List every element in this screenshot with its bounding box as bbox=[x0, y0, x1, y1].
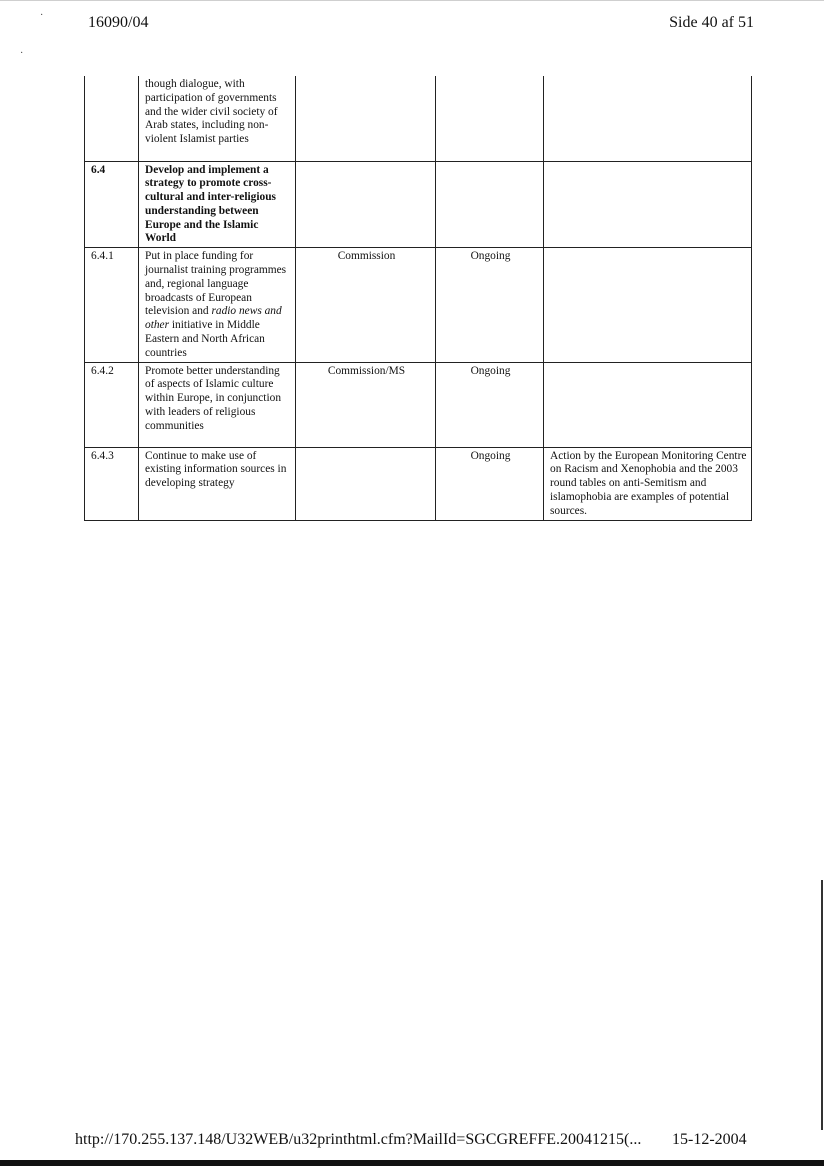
responsible-cell bbox=[296, 76, 436, 161]
ref-cell bbox=[85, 76, 139, 161]
timing-cell: Ongoing bbox=[436, 447, 544, 520]
measure-cell: Promote better understanding of aspects of Islamic culture within Europe, in conjunction with leaders of religious communities bbox=[139, 362, 296, 447]
timing-cell bbox=[436, 76, 544, 161]
ref-cell: 6.4 bbox=[85, 161, 139, 248]
scan-top-edge bbox=[0, 0, 824, 5]
page-number: Side 40 af 51 bbox=[669, 14, 754, 31]
measure-cell: though dialogue, with participation of governments and the wider civil society of Arab states, including non-violent Islamist parties bbox=[139, 76, 296, 161]
table-row bbox=[85, 76, 752, 161]
timing-cell: Ongoing bbox=[436, 248, 544, 362]
ref-cell: 6.4.3 bbox=[85, 447, 139, 520]
measure-text: Put in place funding for journalist training programmes and, regional language broadcasts of European television and bbox=[145, 250, 287, 318]
responsible-cell bbox=[296, 447, 436, 520]
responsible-cell: Commission/MS bbox=[296, 362, 436, 447]
ref-cell: 6.4.2 bbox=[85, 362, 139, 447]
responsible-cell bbox=[296, 161, 436, 248]
table-row bbox=[85, 362, 752, 447]
comments-cell bbox=[544, 76, 752, 161]
scan-mark: · bbox=[40, 10, 44, 21]
table-row bbox=[85, 161, 752, 248]
measure-cell: Develop and implement a strategy to promote cross-cultural and inter-religious understanding between Europe and the Islamic World bbox=[139, 161, 296, 248]
table-row bbox=[85, 248, 752, 362]
measure-cell: Continue to make use of existing information sources in developing strategy bbox=[139, 447, 296, 520]
responsible-cell: Commission bbox=[296, 248, 436, 362]
action-plan-table bbox=[84, 76, 752, 521]
ref-cell: 6.4.1 bbox=[85, 248, 139, 362]
timing-cell: Ongoing bbox=[436, 362, 544, 447]
comments-cell bbox=[544, 248, 752, 362]
footer-url: http://170.255.137.148/U32WEB/u32printhtml.cfm?MailId=SGCGREFFE.20041215(... bbox=[75, 1131, 642, 1148]
scan-edge-shadow bbox=[821, 880, 823, 1130]
comments-cell bbox=[544, 161, 752, 248]
measure-text: initiative in Middle Eastern and North African countries bbox=[145, 319, 265, 359]
comments-cell bbox=[544, 362, 752, 447]
timing-cell bbox=[436, 161, 544, 248]
document-reference: 16090/04 bbox=[88, 14, 149, 31]
table-row bbox=[85, 447, 752, 520]
measure-cell bbox=[139, 248, 296, 362]
comments-cell: Action by the European Monitoring Centre on Racism and Xenophobia and the 2003 round tables on anti-Semitism and islamophobia are examples of potential sources. bbox=[544, 447, 752, 520]
scan-mark: · bbox=[20, 48, 24, 59]
footer-date: 15-12-2004 bbox=[672, 1131, 747, 1148]
scan-bottom-edge bbox=[0, 1160, 824, 1166]
measure-text-italic: radio news and other bbox=[145, 305, 282, 332]
